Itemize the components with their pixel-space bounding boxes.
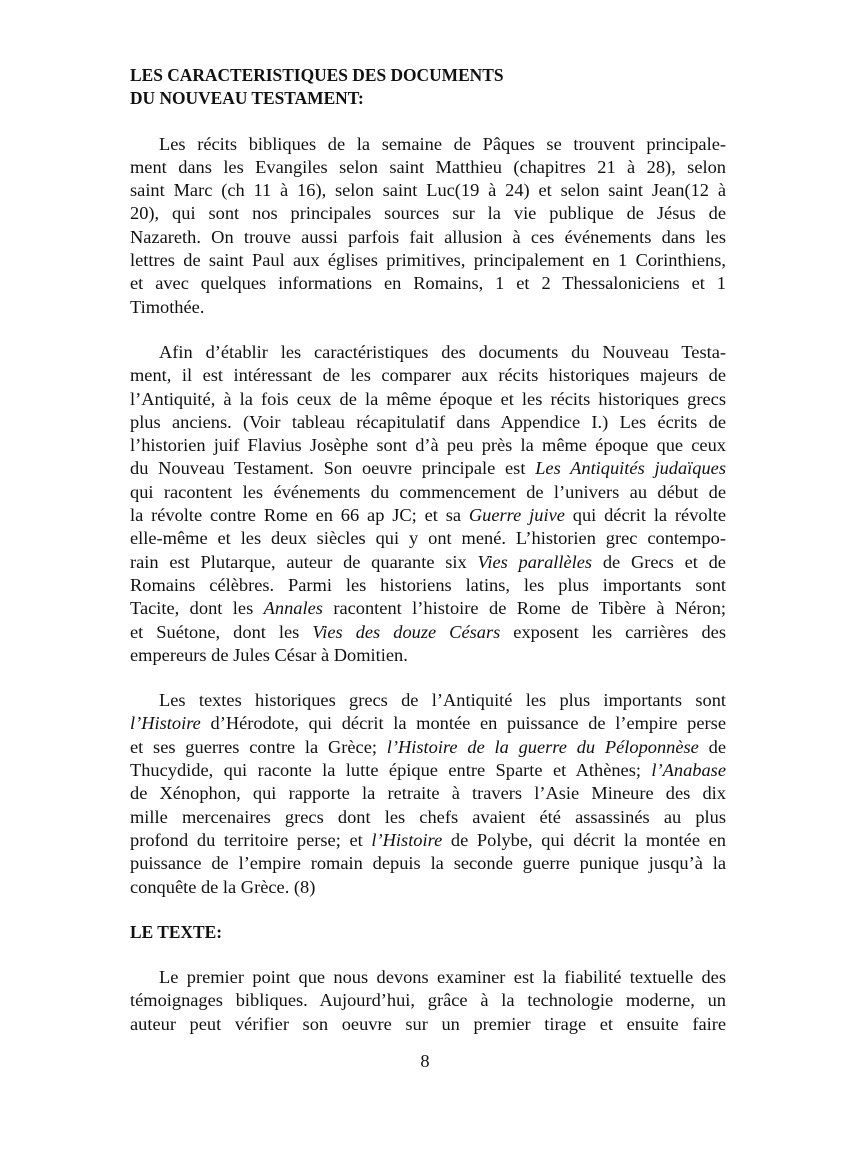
section-heading-characteristics [130,64,726,111]
text-run: rain est Plutarque, auteur de quarante six [130,551,478,572]
text-run: de Polybe, qui décrit la montée en [442,829,726,850]
heading-line: DU NOUVEAU TESTAMENT: [130,88,364,109]
text-line: plus anciens. (Voir tableau récapitulatif dans Appendice I.) Les écrits de [130,411,726,432]
document-page [130,64,726,1036]
text-line [130,597,726,620]
text-run: de Grecs et de [592,551,726,572]
text-line [130,712,726,735]
book-title: Vies parallèles [477,551,593,572]
text-line: l’historien juif Flavius Josèphe sont d’à peu près la même époque que ceux [130,435,726,456]
text-run: qui décrit la révolte [564,505,726,526]
text-line: mille mercenaires grecs dont les chefs avaient été assassinés au plus [130,806,726,827]
text-line: empereurs de Jules César à Domitien. [130,644,408,665]
text-run: exposent les carrières des [500,621,727,642]
text-line [130,829,726,852]
paragraph-sources [130,133,726,319]
text-run: d’Hérodote, qui décrit la montée en puissance de l’empire perse [200,713,726,734]
text-line: 20), qui sont nos principales sources sur la vie publique de Jésus de [130,203,726,224]
book-title: Annales [263,598,323,619]
text-run: profond du territoire perse; et [130,829,372,850]
paragraph-comparison [130,341,726,667]
book-title: l’Anabase [651,760,726,781]
text-line [130,736,726,759]
text-line: Romains célèbres. Parmi les historiens latins, les plus importants sont [130,574,726,595]
book-title: Vies des douze Césars [312,621,501,642]
text-run: Thucydide, qui raconte la lutte épique entre Sparte et Athènes; [130,760,652,781]
text-line: Timothée. [130,296,205,317]
book-title: l’Histoire [130,713,201,734]
paragraph-textual-reliability [130,966,726,1036]
text-run: la révolte contre Rome en 66 ap JC; et sa [130,505,469,526]
text-line: Les textes historiques grecs de l’Antiquité les plus importants sont [159,690,726,711]
text-run: de [698,736,726,757]
text-line: de Xénophon, qui rapporte la retraite à travers l’Asie Mineure des dix [130,783,726,804]
book-title: l’Histoire [371,829,443,850]
text-run: racontent l’histoire de Rome de Tibère à Néron; [322,598,726,619]
text-line [130,759,726,782]
text-line: Nazareth. On trouve aussi parfois fait allusion à ces événements dans les [130,226,726,247]
book-title: Les Antiquités judaïques [535,458,726,479]
text-line: saint Marc (ch 11 à 16), selon saint Luc(19 à 24) et selon saint Jean(12 à [130,180,726,201]
text-line: ment, il est intéressant de les comparer aux récits historiques majeurs de [130,365,726,386]
text-line: témoignages bibliques. Aujourd’hui, grâce à la technologie moderne, un [130,990,726,1011]
text-line: ment dans les Evangiles selon saint Matthieu (chapitres 21 à 28), selon [130,156,726,177]
text-line: conquête de la Grèce. (8) [130,876,316,897]
book-title: Guerre juive [468,505,565,526]
heading-line: LE TEXTE: [130,921,222,942]
text-line [130,457,726,480]
text-line [130,504,726,527]
text-line [130,621,726,644]
page-number: 8 [420,1051,430,1071]
book-title: l’Histoire de la guerre du Péloponnèse [386,736,699,757]
paragraph-greek-texts [130,689,726,899]
section-heading-text [130,921,726,944]
text-line: Afin d’établir les caractéristiques des documents du Nouveau Testa- [159,341,726,362]
text-line: auteur peut vérifier son oeuvre sur un premier tirage et ensuite faire [130,1013,726,1034]
text-run: Tacite, dont les [130,598,264,619]
text-run: du Nouveau Testament. Son oeuvre principale est [130,458,536,479]
text-line: et avec quelques informations en Romains, 1 et 2 Thessaloniciens et 1 [130,273,726,294]
text-line: lettres de saint Paul aux églises primitives, principalement en 1 Corinthiens, [130,250,726,271]
text-line: Le premier point que nous devons examiner est la fiabilité textuelle des [159,967,726,988]
text-line: puissance de l’empire romain depuis la seconde guerre punique jusqu’à la [130,853,726,874]
text-run: et Suétone, dont les [130,621,313,642]
text-line: elle-même et les deux siècles qui y ont mené. L’historien grec contempo- [130,528,726,549]
text-run: et ses guerres contre la Grèce; [130,736,387,757]
text-line: qui racontent les événements du commencement de l’univers au début de [130,481,726,502]
text-line: Les récits bibliques de la semaine de Pâques se trouvent principale- [159,133,726,154]
text-line: l’Antiquité, à la fois ceux de la même époque et les récits historiques grecs [130,388,726,409]
heading-line: LES CARACTERISTIQUES DES DOCUMENTS [130,65,504,85]
text-line [130,551,726,574]
